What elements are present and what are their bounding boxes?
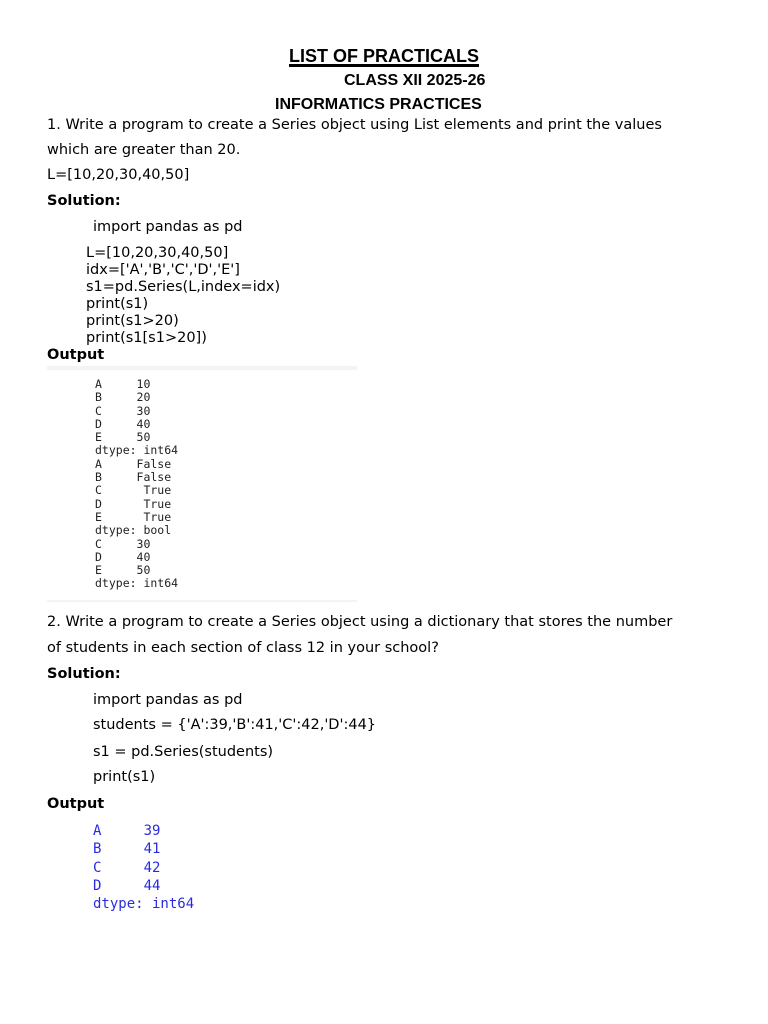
q2-solution-label: Solution: (47, 666, 121, 682)
class-heading: CLASS XII 2025-26 (344, 72, 486, 89)
q1-output-text: A 10 B 20 C 30 D 40 E 50 dtype: int64 A False B False C True D True E True dtype: bool C 30 D 40 E 50 dtype: int64 (95, 377, 179, 591)
q1-given-list: L=[10,20,30,40,50] (47, 167, 190, 183)
q2-code-line: students = {'A':39,'B':41,'C':42,'D':44} (93, 717, 377, 733)
q2-output-screenshot (93, 822, 194, 913)
subject-heading: INFORMATICS PRACTICES (275, 96, 482, 113)
q1-code-line: print(s1>20) (86, 313, 179, 329)
q1-code-line: import pandas as pd (93, 219, 243, 235)
q1-text-line-1: 1. Write a program to create a Series object using List elements and print the values (47, 117, 662, 133)
q2-code-line: s1 = pd.Series(students) (93, 744, 274, 760)
q2-code-line: import pandas as pd (93, 692, 243, 708)
q1-code-line: L=[10,20,30,40,50] (86, 245, 229, 261)
q1-output-screenshot (47, 366, 357, 602)
q2-output-text: A 39 B 41 C 42 D 44 dtype: int64 (93, 823, 195, 913)
q2-text-line-1: 2. Write a program to create a Series object using a dictionary that stores the number (47, 614, 673, 630)
q1-code-line: print(s1) (86, 296, 149, 312)
q2-code-line: print(s1) (93, 769, 156, 785)
q2-output-label: Output (47, 796, 105, 812)
q1-code-line: s1=pd.Series(L,index=idx) (86, 279, 281, 295)
q1-code-line: print(s1[s1>20]) (86, 330, 207, 346)
q1-solution-label: Solution: (47, 193, 121, 209)
q1-code-line: idx=['A','B','C','D','E'] (86, 262, 240, 278)
q2-text-line-2: of students in each section of class 12 in your school? (47, 640, 439, 656)
document-title: LIST OF PRACTICALS (289, 46, 479, 66)
q1-text-line-2: which are greater than 20. (47, 142, 241, 158)
q1-output-label: Output (47, 347, 105, 363)
